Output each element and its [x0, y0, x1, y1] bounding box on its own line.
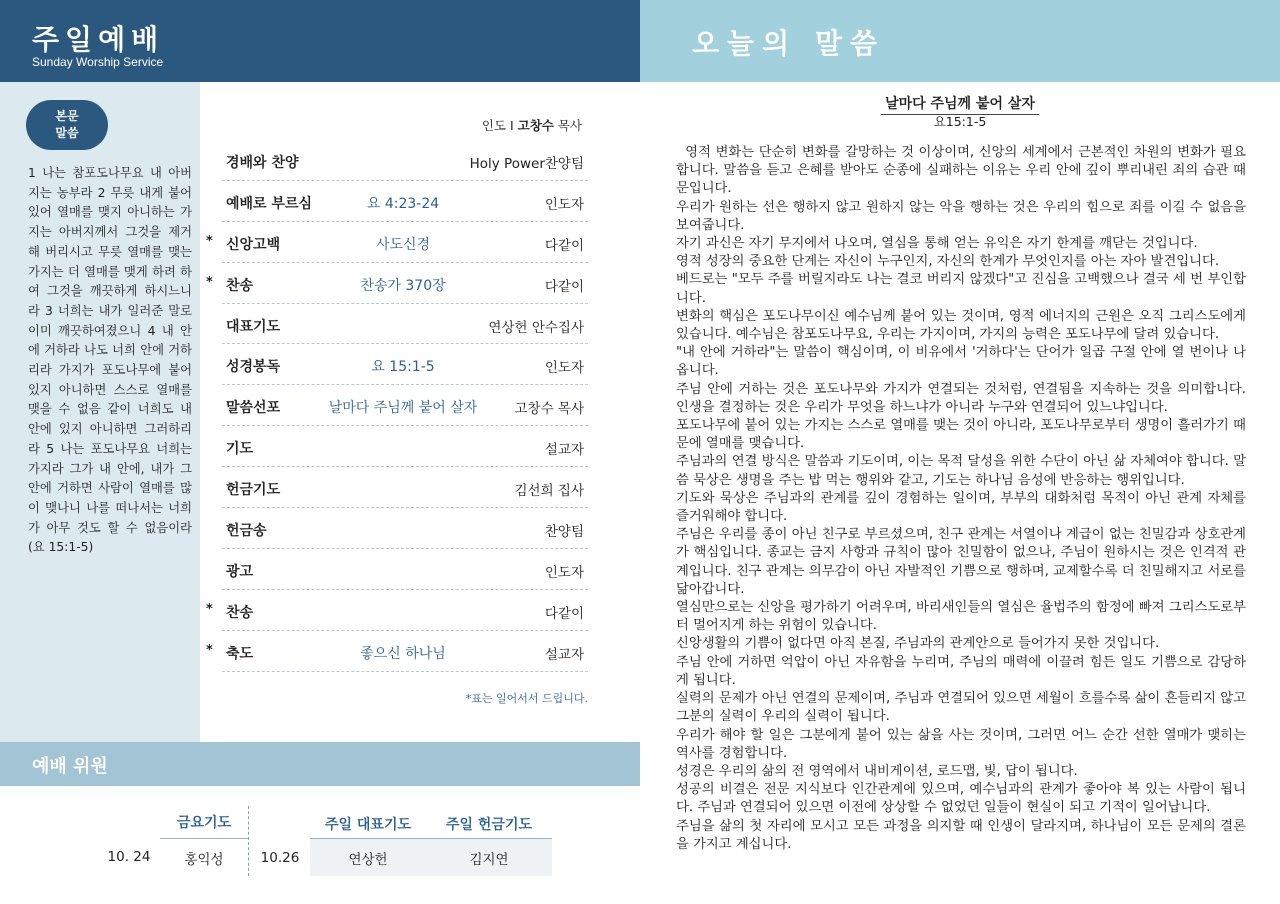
sermon-title — [640, 93, 1280, 113]
worship-order-row — [206, 590, 588, 631]
stand-note: *표는 일어서서 드립니다. — [465, 692, 588, 705]
order-item-leader: 김선희 집사 — [514, 483, 584, 500]
order-item-detail: 날마다 주님께 붙어 살자 — [328, 400, 478, 417]
sunday-offering-header: 주일 헌금기도 — [445, 817, 533, 833]
sermon-paragraph: 열심만으로는 신앙을 평가하기 어려우며, 바리새인들의 열심은 율법주의 함정에 빠져 그리스도로부터 멀어지게 하는 위험이 있습니다. — [676, 600, 1246, 634]
order-star: * — [206, 274, 213, 290]
worship-order-row — [206, 222, 588, 263]
sunday-offering-name: 김지연 — [469, 852, 509, 868]
order-item-leader: 연상헌 안수집사 — [488, 319, 584, 336]
friday-date: 10. 24 — [107, 849, 151, 865]
sermon-paragraph: 변화의 핵심은 포도나무이신 예수님께 붙어 있는 것이며, 영적 에너지의 근원은 오직 그리스도에게 있습니다. 예수님은 참포도나무요, 우리는 가지이며, 가지의 능력은 포도나무에 달려 있습니다. — [676, 308, 1246, 343]
order-item-leader: 다같이 — [544, 237, 584, 254]
order-item-leader: 다같이 — [544, 605, 584, 622]
order-item-detail: 사도신경 — [375, 236, 431, 253]
order-item-leader: 인도자 — [544, 564, 584, 581]
leader-name: 고창수 — [517, 118, 554, 133]
sermon-body — [676, 144, 1246, 854]
todays-word-title: 오늘의 말씀 — [692, 27, 885, 60]
staff-table-divider — [310, 838, 552, 839]
scripture-badge — [26, 100, 108, 150]
order-item-name: 대표기도 — [226, 318, 281, 335]
sermon-title-text: 날마다 주님께 붙어 살자 — [881, 96, 1039, 115]
leader-line — [200, 116, 582, 134]
staff-table — [98, 806, 552, 876]
sunday-prayer-name: 연상헌 — [348, 852, 388, 868]
worship-order-row — [222, 549, 588, 590]
order-star: * — [206, 233, 213, 249]
sunday-prayer-header: 주일 대표기도 — [324, 817, 412, 833]
order-item-detail: 요 4:23-24 — [366, 195, 440, 212]
worship-title: 주일예배 — [32, 23, 165, 56]
scripture-badge-line2: 말씀 — [55, 126, 79, 140]
order-item-name: 예배로 부르심 — [226, 195, 313, 212]
order-item-leader: 설교자 — [544, 442, 584, 459]
order-item-leader: 설교자 — [544, 646, 584, 663]
sermon-paragraph: 성공의 비결은 전문 지식보다 인간관계에 있으며, 예수님과의 관계가 좋아야 복 있는 사람이 됩니다. 주님과 연결되어 있으면 이전에 상상할 수 없었던 일들이 현실이 되고 기적이 일어납니다. — [676, 782, 1246, 816]
worship-order-row — [222, 304, 588, 345]
worship-order-row — [222, 140, 588, 181]
worship-order-row — [222, 344, 588, 385]
order-item-leader: 찬양팀 — [544, 524, 584, 541]
scripture-badge-line1: 본문 — [55, 109, 79, 123]
staff-table-divider — [160, 838, 248, 839]
sermon-paragraph: 자기 과신은 자기 무지에서 나오며, 열심을 통해 얻는 유익은 자기 한계를 깨닫는 것입니다. — [676, 236, 1198, 252]
worship-order-row — [206, 263, 588, 304]
staff-bar — [0, 742, 640, 786]
worship-order-row — [222, 181, 588, 222]
sermon-paragraph: 성경은 우리의 삶의 전 영역에서 내비게이션, 로드맵, 빛, 답이 됩니다. — [676, 763, 1078, 779]
order-star: * — [206, 601, 213, 617]
worship-order-row — [222, 467, 588, 508]
sermon-paragraph: 실력의 문제가 아닌 연결의 문제이며, 주님과 연결되어 있으면 세월이 흐를수록 삶이 흔들리지 않고 그분의 실력이 우리의 실력이 됩니다. — [676, 691, 1246, 725]
leader-title: 목사 — [557, 118, 582, 133]
order-item-detail: 찬송가 370장 — [360, 277, 446, 294]
sermon-paragraph: 기도와 묵상은 주님과의 관계를 깊이 경험하는 일이며, 부부의 대화처럼 목적이 아닌 관계 자체를 즐거워해야 합니다. — [676, 490, 1246, 525]
worship-order-row — [222, 426, 588, 467]
sermon-reference: 요15:1-5 — [933, 114, 987, 129]
sermon-paragraph: 베드로는 "모두 주를 버릴지라도 나는 결코 버리지 않겠다"고 진심을 고백했으나 결국 세 번 부인합니다. — [676, 272, 1246, 306]
staff-title: 예배 위원 — [32, 756, 108, 777]
right-header — [640, 0, 1280, 82]
sermon-paragraph: 주님을 삶의 첫 자리에 모시고 모든 과정을 의지할 때 인생이 달라지며, 하나님이 모든 문제의 결론을 가지고 계십니다. — [676, 818, 1246, 852]
order-item-name: 기도 — [226, 441, 254, 458]
sermon-paragraph: 우리가 해야 할 일은 그분에게 붙어 있는 삶을 사는 것이며, 그러면 어느 순간 선한 열매가 맺히는 역사를 경험합니다. — [676, 727, 1246, 761]
order-item-name: 축도 — [226, 645, 254, 662]
order-item-leader: 인도자 — [544, 360, 584, 377]
leader-label: 인도 I — [481, 118, 514, 133]
sermon-paragraph: 신앙생활의 기쁨이 없다면 아직 본질, 주님과의 관계안으로 들어가지 못한 것입니다. — [676, 636, 1160, 652]
scripture-text: 1 나는 참포도나무요 내 아버지는 농부라 2 무릇 내게 붙어 있어 열매를 맺지 아니하는 가지는 아버지께서 그것을 제거해 버리시고 무릇 열매를 맺는 가지는 더 열매를 맺게 하려 하여 그것을 깨끗하게 하시느니라 3 너희는 내가 일러준 말로 이미 깨끗하여졌으니 4 내 안에 거하라 나도 너희 안에 거하리라 가지가 포도나무에 붙어 있지 아니하면 스스로 열매를 맺을 수 없음 같이 너희도 내 안에 있지 아니하면 그러하리라 5 나는 포도나무요 너희는 가지라 그가 내 안에, 내가 그 안에 거하면 사람이 열매를 많이 맺나니 나를 떠나서는 너희가 아무 것도 할 수 없음이라 (요 15:1-5) — [28, 166, 192, 555]
order-item-leader: Holy Power찬양팀 — [469, 156, 584, 172]
order-item-name: 신앙고백 — [226, 236, 281, 253]
order-item-name: 경배와 찬양 — [226, 155, 299, 171]
order-item-leader: 다같이 — [544, 278, 584, 295]
worship-order-list — [206, 140, 588, 672]
sermon-paragraph: 주님 안에 거하면 억압이 아닌 자유함을 누리며, 주님의 매력에 이끌려 힘든 일도 기쁨으로 감당하게 됩니다. — [676, 654, 1246, 688]
order-item-name: 헌금송 — [226, 523, 267, 540]
order-item-name: 성경봉독 — [226, 359, 281, 376]
order-star: * — [206, 642, 213, 658]
sermon-paragraph: "내 안에 거하라"는 말씀이 핵심이며, 이 비유에서 '거하다'는 단어가 일곱 구절 안에 열 번이나 나옵니다. — [676, 345, 1246, 379]
order-item-leader: 고창수 목사 — [514, 401, 584, 418]
order-item-name: 찬송 — [226, 604, 254, 621]
sermon-paragraph: 주님과의 연결 방식은 말씀과 기도이며, 이는 목적 달성을 위한 수단이 아닌 삶 자체여야 합니다. 말씀 묵상은 생명을 주는 밥 먹는 행위와 같고, 기도는 하나님 음성에 반응하는 행위입니다. — [676, 454, 1246, 488]
staff-table-vertical-divider — [248, 806, 249, 876]
order-item-name: 광고 — [226, 563, 254, 580]
order-item-name: 찬송 — [226, 277, 254, 294]
order-item-detail: 좋으신 하나님 — [360, 645, 446, 662]
order-item-name: 헌금기도 — [226, 482, 281, 499]
left-header — [0, 0, 640, 82]
sermon-paragraph: 주님 안에 거하는 것은 포도나무와 가지가 연결되는 것처럼, 연결됨을 지속하는 것을 의미합니다. 인생을 결정하는 것은 우리가 무엇을 하느냐가 아니라 누구와 연결되어 있느냐입니다. — [676, 381, 1246, 415]
worship-order-row — [206, 631, 588, 672]
worship-subtitle: Sunday Worship Service — [32, 55, 164, 69]
order-item-name: 말씀선포 — [226, 400, 281, 417]
sermon-paragraph: 영적 변화는 단순히 변화를 갈망하는 것 이상이며, 신앙의 세계에서 근본적인 차원의 변화가 필요합니다. 말씀을 듣고 은혜를 받아도 순종에 실패하는 이유는 우리 안에 깊이 뿌리내린 죄의 습관 때문입니다. — [676, 145, 1246, 197]
order-item-leader: 인도자 — [544, 196, 584, 213]
worship-order-row — [222, 385, 588, 426]
friday-prayer-name: 홍익성 — [184, 852, 224, 868]
sermon-paragraph: 우리가 원하는 선은 행하지 않고 원하지 않는 악을 행하는 것은 우리의 힘으로 죄를 이길 수 없음을 보여줍니다. — [676, 199, 1246, 233]
sermon-paragraph: 주님은 우리를 종이 아닌 친구로 부르셨으며, 친구 관계는 서열이나 계급이 없는 친밀감과 상호관계가 핵심입니다. 종교는 금지 사항과 규칙이 많아 친밀함이 없으나, 주님이 원하시는 것은 인격적 관계입니다. 친구 관계는 의무감이 아닌 자발적인 기쁨으로 행하며, 교제할수록 더 친밀해지고 서로를 닮아갑니다. — [676, 527, 1246, 597]
sunday-date: 10.26 — [260, 850, 300, 866]
order-item-detail: 요 15:1-5 — [371, 359, 435, 376]
sermon-paragraph: 영적 성장의 중요한 단계는 자신이 누구인지, 자신의 한계가 무엇인지를 아는 자아 발견입니다. — [676, 254, 1220, 270]
worship-order-row — [222, 508, 588, 549]
sermon-paragraph: 포도나무에 붙어 있는 가지는 스스로 열매를 맺는 것이 아니라, 포도나무로부터 생명이 흘러가기 때문에 열매를 맺습니다. — [676, 418, 1246, 452]
friday-prayer-header: 금요기도 — [176, 815, 232, 831]
